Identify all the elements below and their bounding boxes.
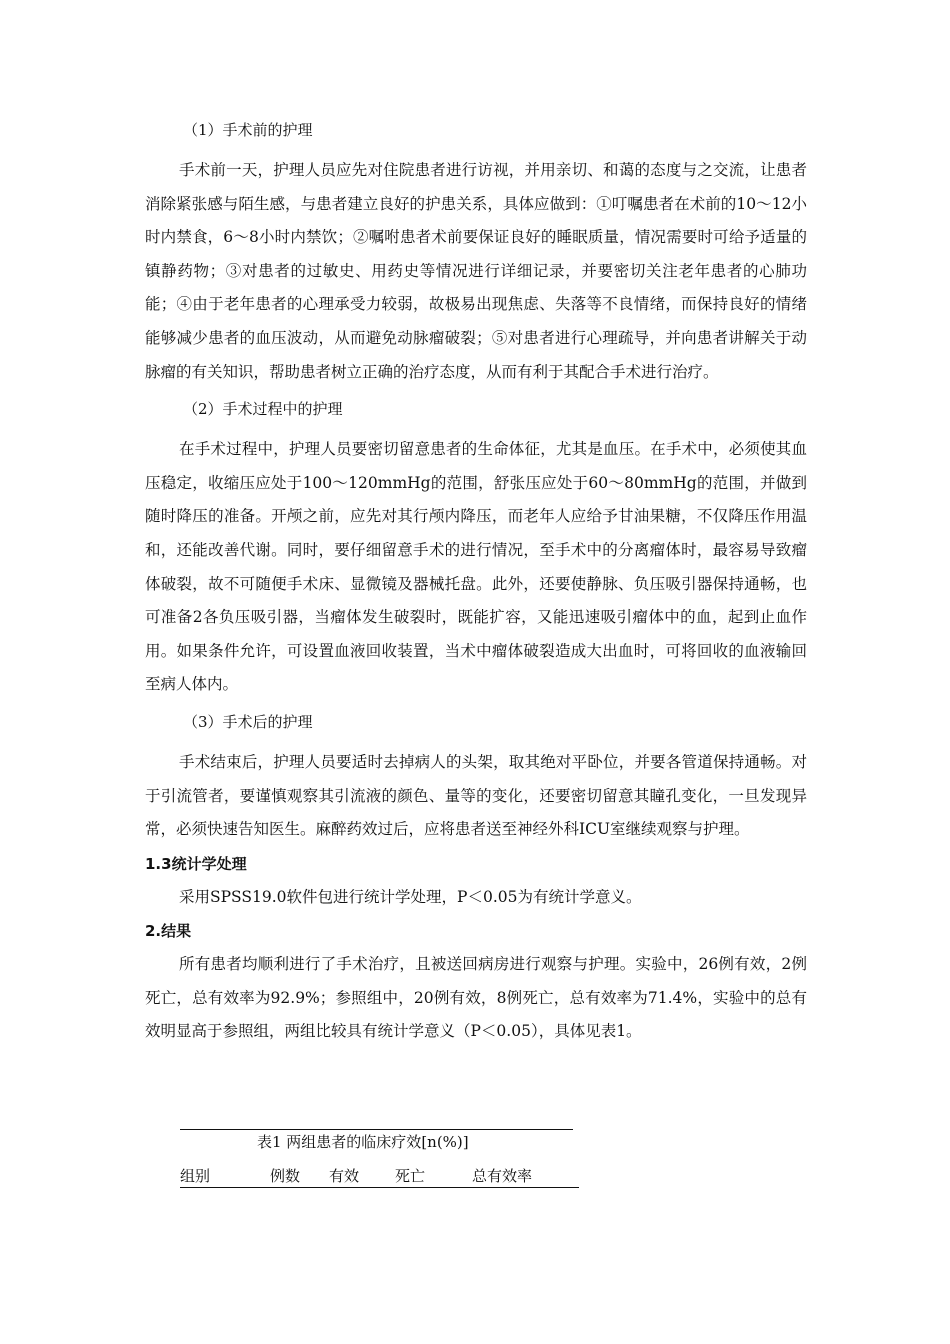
paragraph-postoperative: 手术结束后，护理人员要适时去掉病人的头架，取其绝对平卧位，并要各管道保持通畅。对于引流管者，要谨慎观察其引流液的颜色、量等的变化，还要密切留意其瞳孔变化，一旦发现异常，必须快速告知医生。麻醉药效过后，应将患者送至神经外科ICU室继续观察与护理。 xyxy=(145,752,807,839)
subsection-title-postoperative: （3）手术后的护理 xyxy=(183,712,313,731)
table-header-death: 死亡 xyxy=(395,1167,426,1185)
paragraph-statistics: 采用SPSS19.0软件包进行统计学处理，P＜0.05为有统计学意义。 xyxy=(179,887,642,906)
table-header-group: 组别 xyxy=(180,1167,211,1185)
section-heading-statistics: 1.3统计学处理 xyxy=(145,854,247,873)
table-caption-text: 表1 两组患者的临床疗效[n(%)] xyxy=(257,1133,469,1151)
table-header-total-rate: 总有效率 xyxy=(472,1167,533,1185)
subsection-title-intraoperative: （2）手术过程中的护理 xyxy=(183,400,343,419)
subsection-title-preoperative: （1）手术前的护理 xyxy=(183,121,313,139)
paragraph-preoperative: 手术前一天，护理人员应先对住院患者进行访视，并用亲切、和蔼的态度与之交流，让患者消除紧张感与陌生感，与患者建立良好的护患关系，具体应做到：①叮嘱患者在术前的10～12小时内禁食，6～8小时内禁饮；②嘱咐患者术前要保证良好的睡眠质量，情况需要时可给予适量的镇静药物；③对患者的过敏史、用药史等情况进行详细记录，并要密切关注老年患者的心肺功能；④由于老年患者的心理承受力较弱，故极易出现焦虑、失落等不良情绪，而保持良好的情绪能够减少患者的血压波动，从而避免动脉瘤破裂；⑤对患者进行心理疏导，并向患者讲解关于动脉瘤的有关知识，帮助患者树立正确的治疗态度，从而有利于其配合手术进行治疗。 xyxy=(145,161,807,381)
table-header-effective: 有效 xyxy=(329,1167,360,1185)
section-heading-results: 2.结果 xyxy=(145,922,192,941)
table-header-row xyxy=(180,1163,579,1188)
document-body xyxy=(145,118,807,1049)
paragraph-intraoperative: 在手术过程中，护理人员要密切留意患者的生命体征，尤其是血压。在手术中，必须使其血压稳定，收缩压应处于100～120mmHg的范围，舒张压应处于60～80mmHg的范围，并做到随时降压的准备。开颅之前，应先对其行颅内降压，而老年人应给予甘油果糖，不仅降压作用温和，还能改善代谢。同时，要仔细留意手术的进行情况，至手术中的分离瘤体时，最容易导致瘤体破裂，故不可随便手术床、显微镜及器械托盘。此外，还要使静脉、负压吸引器保持通畅，也可准备2各负压吸引器，当瘤体发生破裂时，既能扩容，又能迅速吸引瘤体中的血，起到止血作用。如果条件允许，可设置血液回收装置，当术中瘤体破裂造成大出血时，可将回收的血液输回至病人体内。 xyxy=(145,440,807,694)
table-header-cases: 例数 xyxy=(270,1167,301,1185)
paragraph-results: 所有患者均顺利进行了手术治疗，且被送回病房进行观察与护理。实验中，26例有效，2例死亡，总有效率为92.9%；参照组中，20例有效，8例死亡，总有效率为71.4%，实验中的总有效明显高于参照组，两组比较具有统计学意义（P＜0.05），具体见表1。 xyxy=(145,955,807,1041)
